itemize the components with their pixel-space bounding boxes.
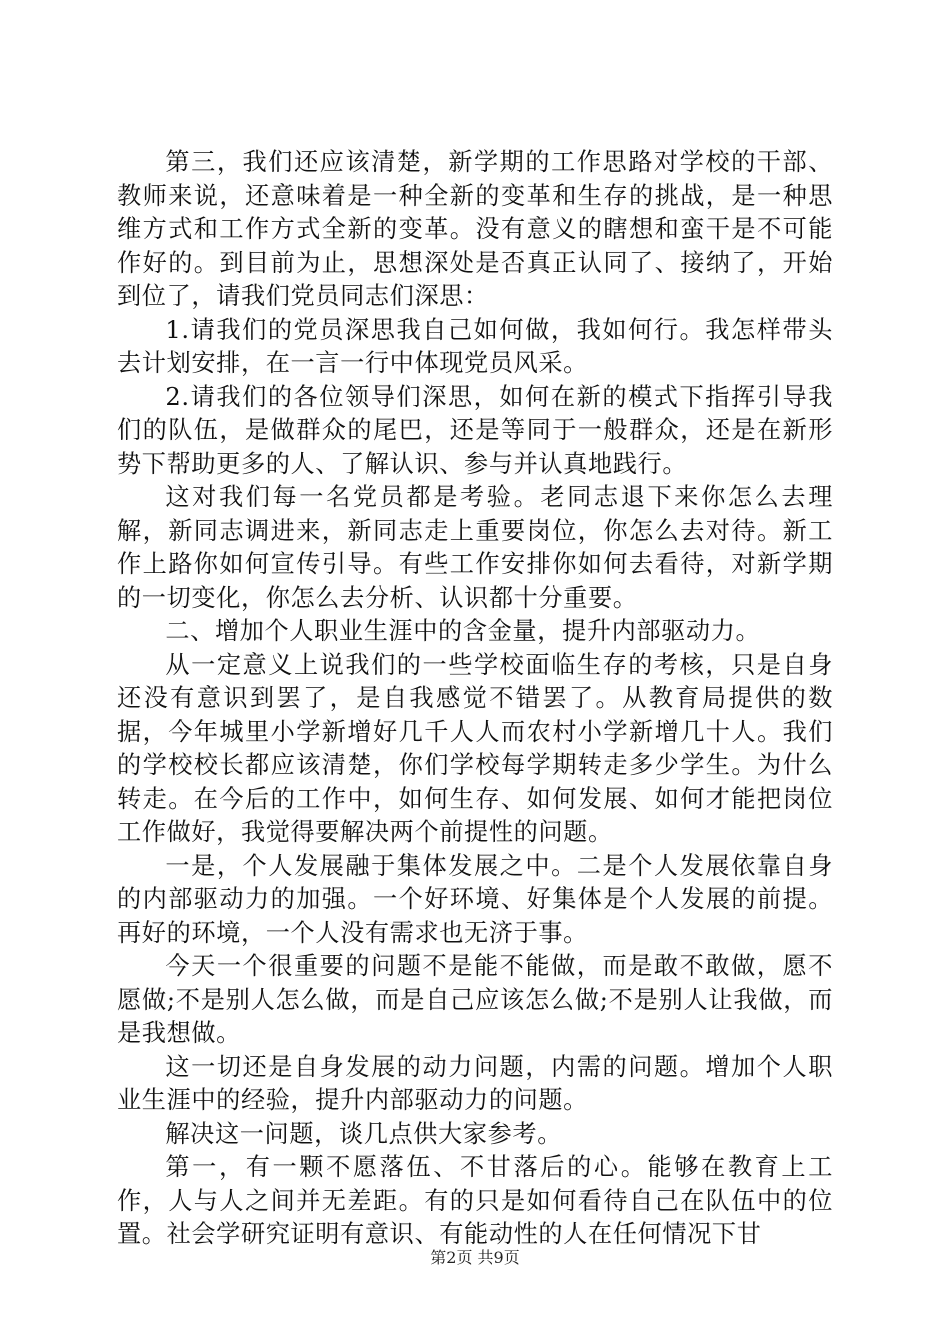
section-heading-2: 二、增加个人职业生涯中的含金量，提升内部驱动力。 xyxy=(165,617,761,645)
paragraph-10: 解决这一问题，谈几点供大家参考。 xyxy=(165,1119,562,1148)
page-footer: 第2页 共9页 xyxy=(430,1248,520,1267)
paragraph-8: 今天一个很重要的问题不是能不能做，而是敢不敢做，愿不愿做;不是别人怎么做，而是自己应该怎么做;不是别人让我做，而是我想做。 xyxy=(117,952,833,1047)
paragraph-2: 1.请我们的党员深思我自己如何做，我如何行。我怎样带头去计划安排，在一言一行中体现党员风采。 xyxy=(117,315,833,377)
paragraph-6: 从一定意义上说我们的一些学校面临生存的考核，只是自身还没有意识到罢了，是自我感觉不错罢了。从教育局提供的数据，今年城里小学新增好几千人人而农村小学新增几十人。我们的学校校长都应该清楚，你们学校每学期转走多少学生。为什么转走。在今后的工作中，如何生存、如何发展、如何才能把岗位工作做好，我觉得要解决两个前提性的问题。 xyxy=(117,650,833,846)
paragraph-1: 第三，我们还应该清楚，新学期的工作思路对学校的干部、教师来说，还意味着是一种全新的变革和生存的挑战，是一种思维方式和工作方式全新的变革。没有意义的瞎想和蛮干是不可能作好的。到目前为止，思想深处是否真正认同了、接纳了，开始到位了，请我们党员同志们深思： xyxy=(117,148,833,310)
paragraph-3: 2.请我们的各位领导们深思，如何在新的模式下指挥引导我们的队伍，是做群众的尾巴，还是等同于一般群众，还是在新形势下帮助更多的人、了解认识、参与并认真地践行。 xyxy=(117,382,833,478)
paragraph-4: 这对我们每一名党员都是考验。老同志退下来你怎么去理解，新同志调进来，新同志走上重要岗位，你怎么去对待。新工作上路你如何宣传引导。有些工作安排你如何去看待，对新学期的一切变化，你怎么去分析、认识都十分重要。 xyxy=(117,483,833,612)
paragraph-7: 一是，个人发展融于集体发展之中。二是个人发展依靠自身的内部驱动力的加强。一个好环境、好集体是个人发展的前提。再好的环境，一个人没有需求也无济于事。 xyxy=(117,851,833,947)
paragraph-9: 这一切还是自身发展的动力问题，内需的问题。增加个人职业生涯中的经验，提升内部驱动力的问题。 xyxy=(117,1052,833,1114)
body-text xyxy=(117,146,833,1252)
paragraph-11: 第一，有一颗不愿落伍、不甘落后的心。能够在教育上工作，人与人之间并无差距。有的只是如何看待自己在队伍中的位置。社会学研究证明有意识、有能动性的人在任何情况下甘 xyxy=(117,1153,833,1248)
